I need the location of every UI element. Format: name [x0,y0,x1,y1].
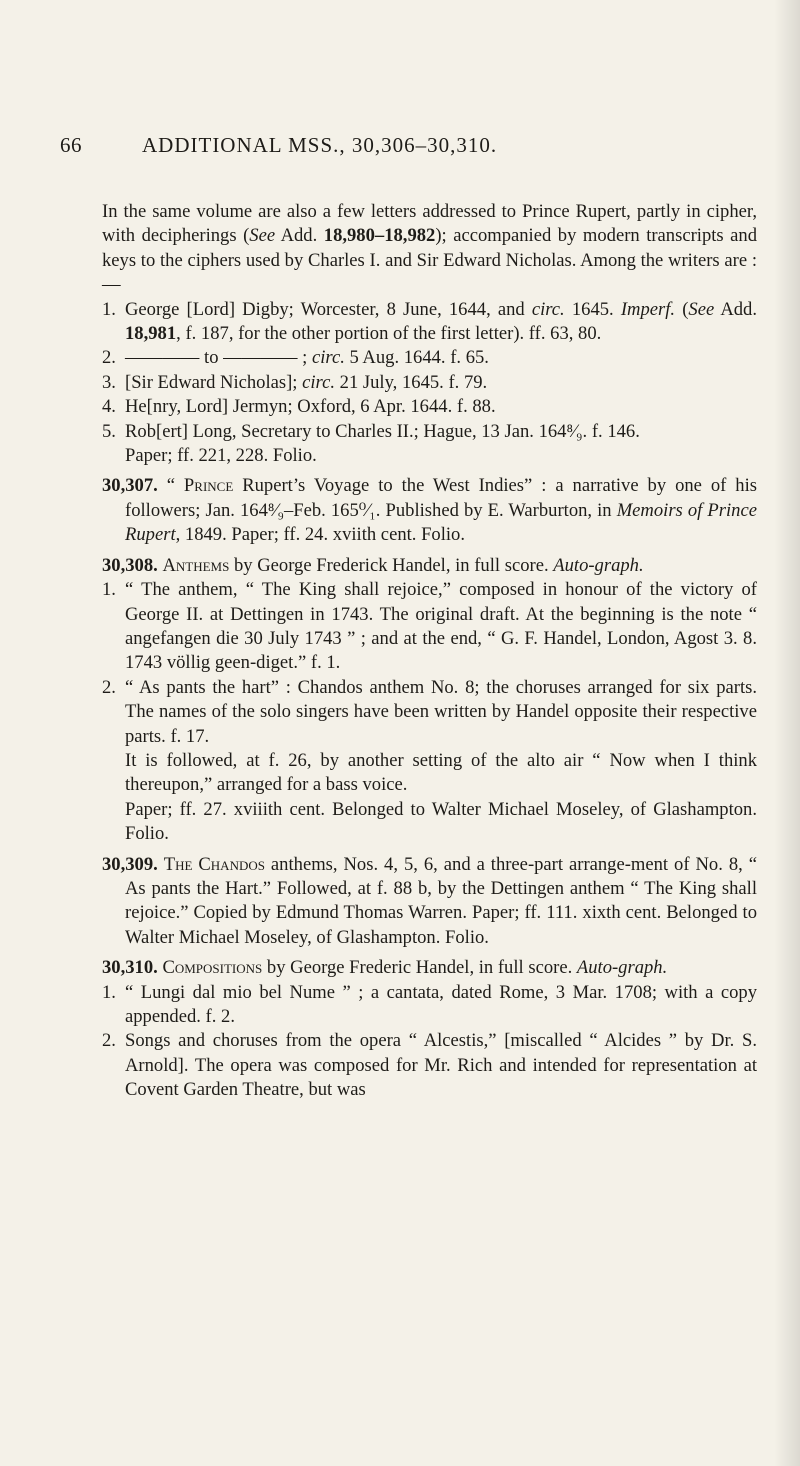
physical-description: Paper; ff. 27. xviiith cent. Belonged to Walter Michael Moseley, of Glashampton. Folio. [125,798,757,845]
list-item: 5. Rob[ert] Long, Secretary to Charles II.; Hague, 13 Jan. 164⁸⁄₉. f. 146. [102,420,640,442]
list-item: 2. Songs and choruses from the opera “ Alcestis,” [miscalled “ Alcides ” by Dr. S. Arnold]. The opera was composed for Mr. Rich and intended for representation at Covent Garden Theatre, but was [102,1030,757,1101]
list-item: 4. He[nry, Lord] Jermyn; Oxford, 6 Apr. 1644. f. 88. [102,396,496,418]
physical-description: Paper; ff. 221, 228. Folio. [125,445,317,467]
intro-paragraph: In the same volume are also a few letters addressed to Prince Rupert, partly in cipher, with decipherings (See Add. 18,980–18,982); accompanied by modern transcripts and keys to the ciphers used by Charles I. and Sir Edward Nicholas. Among the writers are :— [102,201,757,296]
list-item: 1. George [Lord] Digby; Worcester, 8 June, 1644, and circ. 1645. Imperf. (See Add. 18,981, f. 187, for the other portion of the first letter). ff. 63, 80. [102,298,757,345]
page-header [60,133,760,163]
list-item-note: It is followed, at f. 26, by another setting of the alto air “ Now when I think thereupon,” arranged for a bass voice. [125,749,757,796]
list-item: 2. ———— to ———— ; circ. 5 Aug. 1644. f. 65. [102,347,489,369]
running-head: ADDITIONAL MSS., 30,306–30,310. [142,133,498,157]
list-item: 3. [Sir Edward Nicholas]; circ. 21 July, 1645. f. 79. [102,371,488,393]
catalogue-entry-30308: 30,308. Anthems by George Frederick Handel, in full score. Auto-graph. [102,554,644,576]
catalogue-text [102,200,757,1103]
page-number: 66 [60,133,82,157]
list-item: 1. “ Lungi dal mio bel Nume ” ; a cantata, dated Rome, 3 Mar. 1708; with a copy appended. f. 2. [102,981,757,1027]
list-item: 1. “ The anthem, “ The King shall rejoice,” composed in honour of the victory of George II. at Dettingen in 1743. The original draft. At the beginning is the note “ angefangen die 30 July 1743 ” ; and at the end, “ G. F. Handel, London, Agost 3. 8. 1743 völlig geen-diget.” f. 1. [102,579,757,674]
entry-number: 30,307. [102,475,158,497]
catalogue-entry-30310: 30,310. Compositions by George Frederic Handel, in full score. Auto-graph. [102,957,668,979]
catalogue-entry-30307: 30,307. “ Prince Rupert’s Voyage to the West Indies” : a narrative by one of his followers; Jan. 164⁸⁄₉–Feb. 165⁰⁄₁. Published by E. Warburton, in Memoirs of Prince Rupert, 1849. Paper; ff. 24. xviith cent. Folio. [102,475,757,546]
entry-number: 30,310. [102,957,158,979]
page-edge-shadow [774,0,800,1466]
entry-number: 30,309. [102,853,158,875]
entry-number: 30,308. [102,554,158,576]
list-item: 2. “ As pants the hart” : Chandos anthem No. 8; the choruses arranged for six parts. The names of the solo singers have been written by Handel opposite their respective parts. f. 17. [102,676,757,747]
catalogue-entry-30309: 30,309. The Chandos anthems, Nos. 4, 5, 6, and a three-part arrange-ment of No. 8, “ As pants the Hart.” Followed, at f. 88 b, by the Dettingen anthem “ The King shall rejoice.” Copied by Edmund Thomas Warren. Paper; ff. 111. xixth cent. Belonged to Walter Michael Moseley, of Glashampton. Folio. [102,853,757,948]
